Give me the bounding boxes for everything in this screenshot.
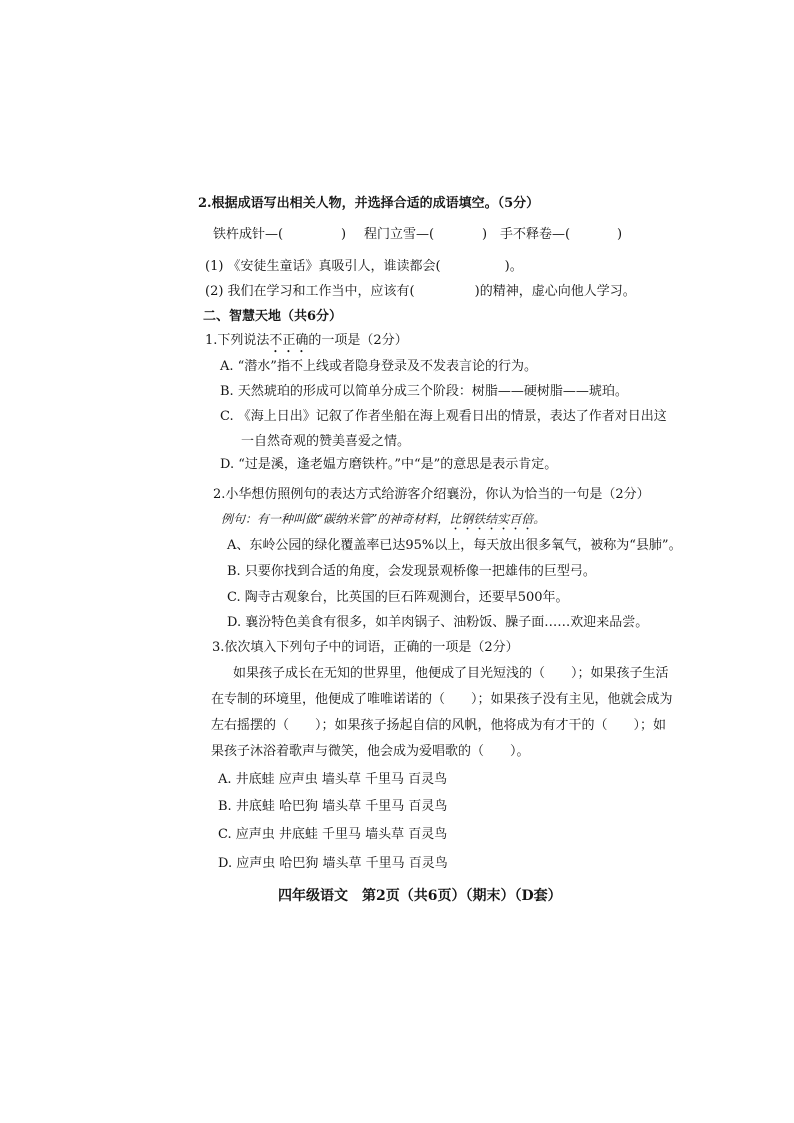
q2-option-d: D. 襄汾特色美食有很多，如羊肉锅子、油粉饭、臊子面……欢迎来品尝。 [227, 615, 649, 630]
emphasized-text: 比钢铁结实百倍 [449, 512, 534, 526]
page-footer: 四年级语文 第2页（共6页）（期末）（D套） [278, 888, 562, 904]
q3-stem: 3.依次填入下列句子中的词语，正确的一项是（2分） [212, 640, 519, 655]
idiom-1-close: ) [341, 227, 347, 242]
idiom-2-label: 程门立雪—( [364, 227, 435, 242]
q3-option-c: C. 应声虫 井底蛙 千里马 墙头草 百灵鸟 [218, 827, 448, 842]
q2-option-b: B. 只要你找到合适的角度，会发现景观桥像一把雄伟的巨型弓。 [227, 564, 596, 579]
q1-option-c-cont: 一自然奇观的赞美喜爱之情。 [241, 434, 411, 449]
q3-option-d: D. 应声虫 哈巴狗 墙头草 千里马 百灵鸟 [218, 856, 448, 871]
q3-passage-line-3: 左右摇摆的（ ）；如果孩子扬起自信的风帆，他将成为有才干的（ ）；如 [211, 718, 667, 733]
q2-example: 例句：有一种叫做“碳纳米管”的神奇材料，比钢铁结实百倍。 [221, 512, 546, 526]
emphasized-text: 不正确 [269, 333, 309, 348]
q2-stem: 2.小华想仿照例句的表达方式给游客介绍襄汾，你认为恰当的一句是（2分） [213, 487, 650, 502]
section-2-heading: 二、智慧天地（共6分） [203, 309, 343, 324]
q3-passage-line-1: 如果孩子成长在无知的世界里，他便成了目光短浅的（ ）；如果孩子生活 [233, 666, 669, 681]
q3-option-a: A. 井底蛙 应声虫 墙头草 千里马 百灵鸟 [218, 772, 448, 787]
fill-sentence-1: (1) 《安徒生童话》真吸引人，谁读都会( )。 [205, 259, 523, 274]
q1-option-d: D. “过是溪，逢老媪方磨铁杵。”中“是”的意思是表示肯定。 [220, 457, 558, 472]
idiom-3-label: 手不释卷—( [500, 227, 571, 242]
q2-option-c: C. 陶寺古观象台，比英国的巨石阵观测台，还要早500年。 [227, 590, 569, 605]
q3-passage-line-4: 果孩子沐浴着歌声与微笑，他会成为爱唱歌的（ ）。 [211, 744, 530, 759]
idiom-3-close: ) [617, 227, 623, 242]
q1-option-a: A. “潜水”指不上线或者隐身登录及不发表言论的行为。 [220, 359, 537, 374]
q1-option-b: B. 天然琥珀的形成可以简单分成三个阶段：树脂——硬树脂——琥珀。 [220, 384, 628, 399]
q2-option-a: A、东岭公园的绿化覆盖率已达95%以上，每天放出很多氧气，被称为“县肺”。 [227, 538, 682, 553]
fill-sentence-2: (2) 我们在学习和工作当中，应该有( )的精神，虚心向他人学习。 [205, 284, 636, 299]
q3-option-b: B. 井底蛙 哈巴狗 墙头草 千里马 百灵鸟 [218, 799, 448, 814]
q1-stem: 1.下列说法不正确的一项是（2分） [205, 333, 408, 348]
question-2-title: 2.根据成语写出相关人物，并选择合适的成语填空。（5分） [198, 196, 540, 211]
q3-passage-line-2: 在专制的环境里，他便成了唯唯诺诺的（ ）；如果孩子没有主见，他就会成为 [211, 692, 673, 707]
idiom-1-label: 铁杵成针—( [213, 227, 284, 242]
q1-option-c: C. 《海上日出》记叙了作者坐船在海上观看日出的情景，表达了作者对日出这 [220, 409, 667, 424]
idiom-2-close: ) [482, 227, 488, 242]
